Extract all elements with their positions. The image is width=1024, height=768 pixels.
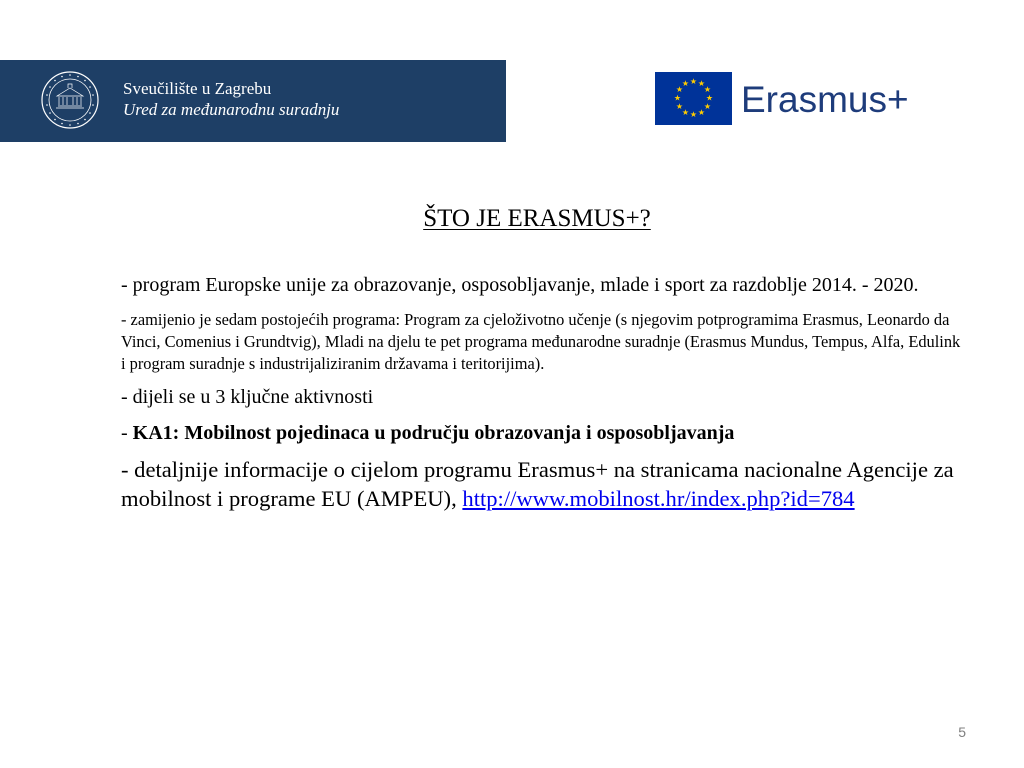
svg-text:★: ★ [689, 110, 698, 119]
svg-text:★: ★ [697, 79, 706, 88]
slide-title [0, 203, 1024, 235]
paragraph-more-info [121, 455, 961, 513]
university-name: Sveučilište u Zagrebu [123, 79, 272, 98]
university-seal-icon [40, 70, 100, 130]
svg-text:★: ★ [681, 108, 690, 117]
office-name: Ured za međunarodnu suradnju [123, 100, 340, 119]
svg-text:★: ★ [703, 102, 712, 111]
slide-title-text: ŠTO JE ERASMUS+? [423, 205, 651, 232]
university-banner [0, 60, 506, 142]
mobilnost-link[interactable]: http://www.mobilnost.hr/index.php?id=784 [462, 486, 855, 511]
svg-text:★: ★ [697, 108, 706, 117]
eu-flag-icon [655, 72, 732, 125]
paragraph-program-description: - program Europske unije za obrazovanje, osposobljavanje, mlade i sport za razdoblje 2014. - 2020. [121, 274, 919, 296]
svg-text:★: ★ [673, 93, 682, 103]
svg-text:★: ★ [689, 77, 698, 86]
svg-text:★: ★ [675, 102, 684, 111]
paragraph-ka1 [121, 419, 961, 447]
page-number: 5 [958, 724, 966, 740]
paragraph-replaced-programs: - zamijenio je sedam postojećih programa: Program za cjeloživotno učenje (s njegovim potprogramima Erasmus, Leonardo da Vinci, Comenius i Grundtvig), Mladi na djelu te pet programa međunarodne suradnje (Erasmus Mundus, Tempus, Alfa, Edulink i program suradnje s industrijaliziranim državama i teritorijima). [121, 310, 961, 373]
university-text [123, 78, 339, 120]
more-info-text: - detaljnije informacije o cijelom programu Erasmus+ na stranicama nacionalne Agencije za mobilnost i programe EU (AMPEU), [121, 457, 954, 511]
erasmus-wordmark: Erasmus+ [741, 79, 909, 120]
slide-body [121, 271, 961, 513]
ka1-prefix: - [121, 422, 133, 444]
svg-text:★: ★ [703, 85, 712, 94]
paragraph-key-actions: - dijeli se u 3 ključne aktivnosti [121, 386, 374, 408]
svg-text:★: ★ [681, 79, 690, 88]
ka1-title: KA1: Mobilnost pojedinaca u području obrazovanja i osposobljavanja [132, 422, 735, 444]
erasmus-plus-logo [655, 72, 915, 127]
svg-text:★: ★ [675, 85, 684, 94]
svg-text:★: ★ [705, 93, 714, 103]
